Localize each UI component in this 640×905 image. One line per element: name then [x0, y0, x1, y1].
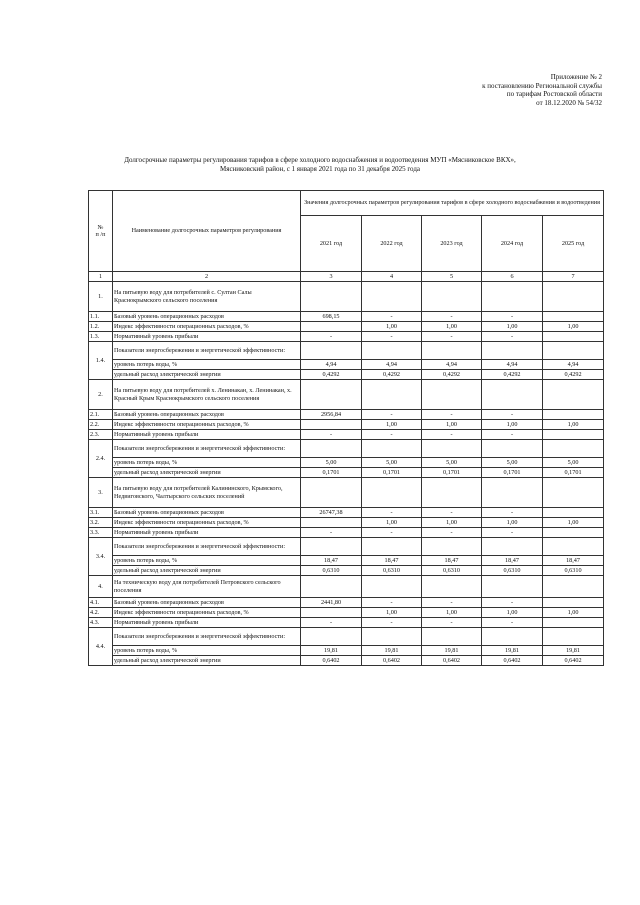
row-value: 1,00 [362, 518, 422, 528]
water-loss-value: 5,00 [362, 458, 422, 468]
row-num: 1.2. [89, 322, 113, 332]
empty-cell [362, 628, 422, 646]
row-value: - [422, 508, 482, 518]
row-value: - [422, 312, 482, 322]
empty-cell [422, 440, 482, 458]
power-usage-value: 0,6402 [543, 656, 604, 666]
table-row [89, 410, 604, 420]
row-value: - [482, 312, 543, 322]
row-value: - [301, 430, 362, 440]
row-name: Базовый уровень операционных расходов [113, 508, 301, 518]
group-title-row [89, 282, 604, 312]
power-usage-label: удельный расход электрической энергии [113, 656, 301, 666]
empty-cell [482, 478, 543, 508]
group-title: На питьевую воду для потребителей х. Ленинакан, х. Ленинакан, х. Красный Крым Краснокрымского сельского поселения [113, 380, 301, 410]
row-name: Нормативный уровень прибыли [113, 618, 301, 628]
row-value [543, 332, 604, 342]
empty-cell [422, 282, 482, 312]
empty-cell [422, 380, 482, 410]
row-value: 698,15 [301, 312, 362, 322]
row-value [543, 618, 604, 628]
row-num: 3.2. [89, 518, 113, 528]
row-value: 1,00 [422, 322, 482, 332]
row-value: - [482, 430, 543, 440]
power-usage-value: 0,6310 [362, 566, 422, 576]
row-value [301, 608, 362, 618]
row-value: - [422, 528, 482, 538]
water-loss-value: 5,00 [482, 458, 543, 468]
row-value [543, 312, 604, 322]
table-row [89, 312, 604, 322]
group-title-row [89, 576, 604, 598]
title-line: Долгосрочные параметры регулирования тарифов в сфере холодного водоснабжения и водоотведения МУП «Мясниковское ВКХ», [124, 156, 516, 164]
water-loss-value: 5,00 [543, 458, 604, 468]
empty-cell [362, 380, 422, 410]
water-loss-value: 18,47 [482, 556, 543, 566]
row-name: Индекс эффективности операционных расходов, % [113, 420, 301, 430]
row-value: - [362, 430, 422, 440]
row-value [301, 518, 362, 528]
energy-title: Показатели энергосбережения и энергетической эффективности: [113, 342, 301, 360]
row-value: - [362, 528, 422, 538]
table-row [89, 598, 604, 608]
water-loss-value: 5,00 [422, 458, 482, 468]
energy-title-row [89, 440, 604, 458]
row-value [543, 430, 604, 440]
row-num: 1.1. [89, 312, 113, 322]
row-value [301, 420, 362, 430]
water-loss-value: 4,94 [422, 360, 482, 370]
parameters-table [88, 190, 604, 666]
water-loss-value: 18,47 [362, 556, 422, 566]
header-year: 2023 год [422, 216, 482, 272]
water-loss-value: 19,81 [543, 646, 604, 656]
group-title-row [89, 478, 604, 508]
empty-cell [362, 342, 422, 360]
row-value: 1,00 [422, 420, 482, 430]
water-loss-value: 4,94 [482, 360, 543, 370]
power-usage-value: 0,1701 [301, 468, 362, 478]
empty-cell [482, 342, 543, 360]
table-row [89, 322, 604, 332]
table-header [89, 191, 604, 282]
empty-cell [422, 342, 482, 360]
document-title [90, 156, 550, 173]
row-num: 4.3. [89, 618, 113, 628]
column-number-row [89, 272, 604, 282]
appendix-line: Приложение № 2 [550, 73, 602, 81]
row-num: 1.3. [89, 332, 113, 342]
empty-cell [543, 282, 604, 312]
row-value: 1,00 [482, 420, 543, 430]
table-row [89, 332, 604, 342]
column-number: 7 [543, 272, 604, 282]
water-loss-row [89, 646, 604, 656]
empty-cell [543, 440, 604, 458]
water-loss-value: 4,94 [543, 360, 604, 370]
table-row [89, 420, 604, 430]
row-name: Нормативный уровень прибыли [113, 528, 301, 538]
row-value: 2441,80 [301, 598, 362, 608]
title-line: Мясниковский район, с 1 января 2021 года по 31 декабря 2025 года [220, 164, 420, 173]
column-number: 4 [362, 272, 422, 282]
water-loss-value: 18,47 [301, 556, 362, 566]
appendix-block [482, 73, 602, 107]
empty-cell [301, 342, 362, 360]
row-value: - [422, 598, 482, 608]
power-usage-value: 0,6402 [482, 656, 543, 666]
row-value: - [482, 598, 543, 608]
power-usage-label: удельный расход электрической энергии [113, 468, 301, 478]
row-value: - [482, 332, 543, 342]
row-value: - [362, 598, 422, 608]
water-loss-label: уровень потерь воды, % [113, 360, 301, 370]
appendix-line: по тарифам Ростовской области [506, 90, 602, 99]
energy-title: Показатели энергосбережения и энергетической эффективности: [113, 440, 301, 458]
table-row [89, 618, 604, 628]
empty-cell [422, 538, 482, 556]
row-value [301, 322, 362, 332]
row-value: 1,00 [362, 608, 422, 618]
water-loss-value: 18,47 [422, 556, 482, 566]
row-name: Индекс эффективности операционных расходов, % [113, 518, 301, 528]
energy-title-row [89, 342, 604, 360]
column-number: 1 [89, 272, 113, 282]
empty-cell [362, 576, 422, 598]
row-name: Базовый уровень операционных расходов [113, 598, 301, 608]
empty-cell [301, 538, 362, 556]
water-loss-row [89, 458, 604, 468]
row-value: - [422, 410, 482, 420]
column-number: 5 [422, 272, 482, 282]
group-title: На техническую воду для потребителей Петровского сельского поселения [113, 576, 301, 598]
group-title-row [89, 380, 604, 410]
row-value [543, 528, 604, 538]
column-number: 3 [301, 272, 362, 282]
empty-cell [543, 342, 604, 360]
power-usage-value: 0,4292 [543, 370, 604, 380]
power-usage-value: 0,1701 [482, 468, 543, 478]
power-usage-value: 0,6402 [362, 656, 422, 666]
water-loss-value: 19,81 [362, 646, 422, 656]
power-usage-value: 0,4292 [422, 370, 482, 380]
row-num: 2.3. [89, 430, 113, 440]
header-year: 2021 год [301, 216, 362, 272]
empty-cell [362, 440, 422, 458]
row-value [543, 410, 604, 420]
row-value: - [362, 508, 422, 518]
power-usage-row [89, 468, 604, 478]
row-value: 1,00 [422, 518, 482, 528]
row-num: 3.1. [89, 508, 113, 518]
row-value: - [301, 528, 362, 538]
group-num: 3. [89, 478, 113, 508]
empty-cell [482, 538, 543, 556]
empty-cell [422, 478, 482, 508]
table-row [89, 430, 604, 440]
water-loss-value: 18,47 [543, 556, 604, 566]
appendix-line: от 18.12.2020 № 54/32 [536, 98, 602, 107]
power-usage-row [89, 566, 604, 576]
row-value: 1,00 [362, 322, 422, 332]
power-usage-value: 0,4292 [362, 370, 422, 380]
row-name: Базовый уровень операционных расходов [113, 410, 301, 420]
water-loss-value: 4,94 [301, 360, 362, 370]
group-num: 1. [89, 282, 113, 312]
row-value: - [362, 618, 422, 628]
empty-cell [543, 538, 604, 556]
empty-cell [362, 538, 422, 556]
empty-cell [543, 380, 604, 410]
header-name: Наименование долгосрочных параметров регулирования [113, 191, 301, 272]
row-value: - [422, 618, 482, 628]
empty-cell [301, 628, 362, 646]
row-value: 1,00 [482, 322, 543, 332]
row-value: 1,00 [543, 608, 604, 618]
row-value [543, 598, 604, 608]
row-value: 1,00 [543, 518, 604, 528]
row-name: Индекс эффективности операционных расходов, % [113, 322, 301, 332]
table-row [89, 508, 604, 518]
power-usage-value: 0,6310 [543, 566, 604, 576]
water-loss-label: уровень потерь воды, % [113, 556, 301, 566]
row-num: 3.3. [89, 528, 113, 538]
empty-cell [482, 628, 543, 646]
row-value: - [482, 410, 543, 420]
empty-cell [482, 380, 543, 410]
water-loss-value: 19,81 [301, 646, 362, 656]
table-row [89, 528, 604, 538]
empty-cell [301, 440, 362, 458]
water-loss-row [89, 360, 604, 370]
row-name: Базовый уровень операционных расходов [113, 312, 301, 322]
power-usage-value: 0,4292 [301, 370, 362, 380]
water-loss-value: 19,81 [422, 646, 482, 656]
power-usage-value: 0,1701 [362, 468, 422, 478]
water-loss-value: 5,00 [301, 458, 362, 468]
power-usage-value: 0,6310 [422, 566, 482, 576]
water-loss-label: уровень потерь воды, % [113, 646, 301, 656]
empty-cell [422, 628, 482, 646]
energy-title: Показатели энергосбережения и энергетической эффективности: [113, 628, 301, 646]
empty-cell [362, 478, 422, 508]
energy-title: Показатели энергосбережения и энергетической эффективности: [113, 538, 301, 556]
column-number: 2 [113, 272, 301, 282]
row-value: 1,00 [422, 608, 482, 618]
empty-cell [543, 628, 604, 646]
row-num: 2.1. [89, 410, 113, 420]
row-value: - [422, 430, 482, 440]
power-usage-row [89, 370, 604, 380]
row-value: - [482, 528, 543, 538]
row-value: 1,00 [482, 518, 543, 528]
power-usage-value: 0,1701 [543, 468, 604, 478]
energy-title-row [89, 628, 604, 646]
power-usage-value: 0,1701 [422, 468, 482, 478]
row-value: 2956,84 [301, 410, 362, 420]
row-name: Индекс эффективности операционных расходов, % [113, 608, 301, 618]
row-num: 2.2. [89, 420, 113, 430]
row-value: 26747,38 [301, 508, 362, 518]
empty-cell [482, 440, 543, 458]
empty-cell [362, 282, 422, 312]
table-row [89, 518, 604, 528]
power-usage-value: 0,6402 [422, 656, 482, 666]
header-num: № п /п [89, 191, 113, 272]
energy-num: 1.4. [89, 342, 113, 380]
row-value: - [482, 618, 543, 628]
power-usage-value: 0,6310 [301, 566, 362, 576]
row-value [543, 508, 604, 518]
empty-cell [301, 478, 362, 508]
energy-num: 2.4. [89, 440, 113, 478]
row-value: - [362, 312, 422, 322]
power-usage-value: 0,6402 [301, 656, 362, 666]
empty-cell [543, 478, 604, 508]
group-title: На питьевую воду для потребителей Калининского, Крымского, Недвиговского, Чалтырского сельских поселений [113, 478, 301, 508]
row-value: - [362, 332, 422, 342]
group-num: 2. [89, 380, 113, 410]
power-usage-value: 0,4292 [482, 370, 543, 380]
empty-cell [301, 576, 362, 598]
row-value: 1,00 [362, 420, 422, 430]
header-values-group: Значения долгосрочных параметров регулирования тарифов в сфере холодного водоснабжения и водоотведения [301, 191, 604, 216]
group-num: 4. [89, 576, 113, 598]
row-name: Нормативный уровень прибыли [113, 332, 301, 342]
empty-cell [301, 380, 362, 410]
column-number: 6 [482, 272, 543, 282]
energy-num: 3.4. [89, 538, 113, 576]
row-num: 4.2. [89, 608, 113, 618]
power-usage-value: 0,6310 [482, 566, 543, 576]
empty-cell [543, 576, 604, 598]
row-value: - [301, 332, 362, 342]
power-usage-label: удельный расход электрической энергии [113, 566, 301, 576]
water-loss-row [89, 556, 604, 566]
power-usage-label: удельный расход электрической энергии [113, 370, 301, 380]
empty-cell [422, 576, 482, 598]
empty-cell [482, 282, 543, 312]
row-value: - [362, 410, 422, 420]
power-usage-row [89, 656, 604, 666]
row-value: 1,00 [482, 608, 543, 618]
table-body [89, 282, 604, 666]
empty-cell [301, 282, 362, 312]
row-value: 1,00 [543, 322, 604, 332]
energy-num: 4.4. [89, 628, 113, 666]
row-name: Нормативный уровень прибыли [113, 430, 301, 440]
row-value: - [301, 618, 362, 628]
water-loss-label: уровень потерь воды, % [113, 458, 301, 468]
row-value: 1,00 [543, 420, 604, 430]
row-value: - [482, 508, 543, 518]
header-year: 2022 год [362, 216, 422, 272]
water-loss-value: 4,94 [362, 360, 422, 370]
appendix-line: к постановлению Региональной службы [482, 81, 602, 90]
energy-title-row [89, 538, 604, 556]
empty-cell [482, 576, 543, 598]
header-year: 2024 год [482, 216, 543, 272]
group-title: На питьевую воду для потребителей с. Султан Салы Краснокрымского сельского поселения [113, 282, 301, 312]
water-loss-value: 19,81 [482, 646, 543, 656]
table-row [89, 608, 604, 618]
row-num: 4.1. [89, 598, 113, 608]
row-value: - [422, 332, 482, 342]
header-year: 2025 год [543, 216, 604, 272]
